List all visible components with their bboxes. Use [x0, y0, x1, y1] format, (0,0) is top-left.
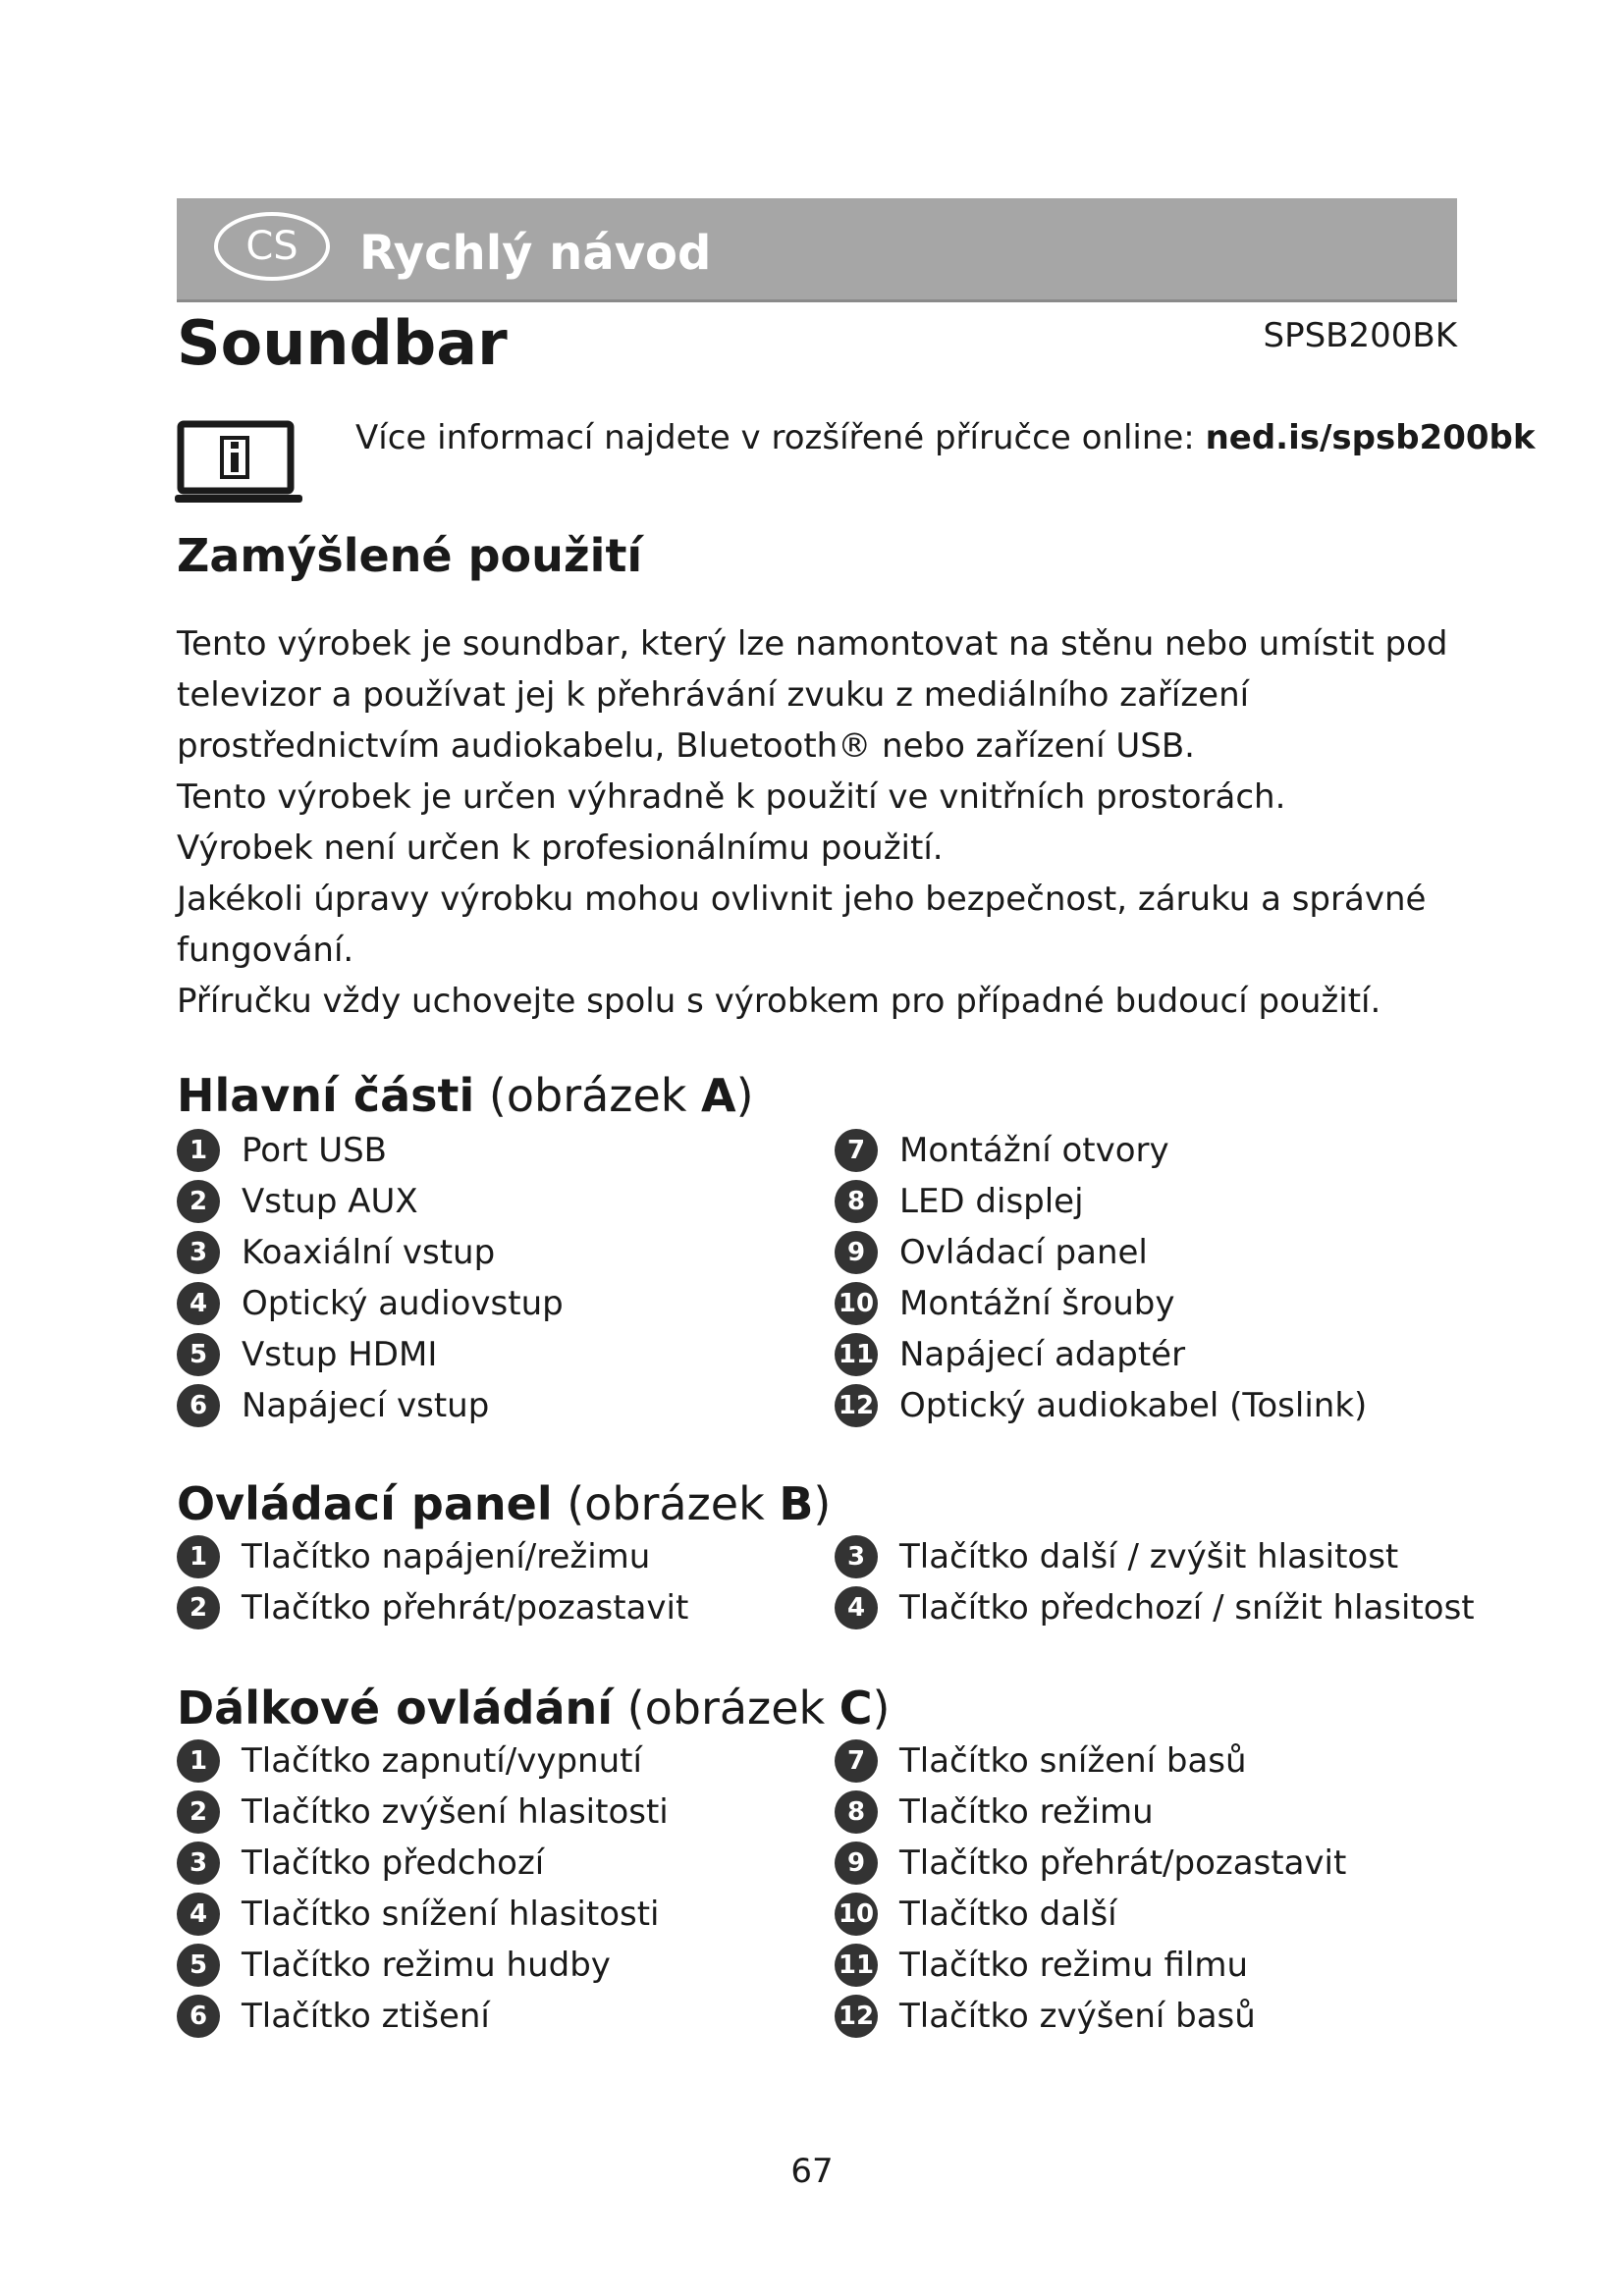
list-item — [177, 1582, 688, 1633]
number-badge: 12 — [835, 1995, 878, 2038]
item-label: Koaxiální vstup — [242, 1233, 496, 1272]
list-item — [835, 1991, 1346, 2042]
number-badge: 1 — [177, 1739, 220, 1783]
list-item — [835, 1329, 1367, 1380]
paragraph: Tento výrobek je soundbar, který lze namontovat na stěnu nebo umístit pod televizor a používat jej k přehrávání zvuku z mediálního zařízení prostřednictvím audiokabelu, Bluetooth® nebo zařízení USB. — [177, 624, 1448, 766]
heading-bold: Ovládací panel — [177, 1477, 553, 1530]
list-item — [177, 1329, 564, 1380]
paragraph: Výrobek není určen k profesionálnímu použití. — [177, 828, 944, 868]
item-label: Port USB — [242, 1131, 388, 1170]
number-badge: 5 — [177, 1333, 220, 1376]
number-badge: 7 — [835, 1129, 878, 1172]
list-item — [177, 1787, 669, 1838]
item-label: Tlačítko přehrát/pozastavit — [242, 1588, 689, 1628]
list-item — [177, 1889, 669, 1940]
number-badge: 10 — [835, 1282, 878, 1325]
number-badge: 3 — [177, 1842, 220, 1885]
list-item — [835, 1176, 1367, 1227]
remote-list-right — [835, 1735, 1346, 2042]
heading-figure-prefix: (obrázek — [552, 1477, 780, 1530]
heading-bold: Dálkové ovládání — [177, 1682, 614, 1735]
main-parts-heading — [177, 1066, 754, 1125]
list-item — [835, 1889, 1346, 1940]
product-title: Soundbar — [177, 307, 508, 379]
number-badge: 2 — [177, 1790, 220, 1834]
heading-figure-letter: B — [779, 1477, 814, 1530]
model-number: SPSB200BK — [1263, 316, 1457, 355]
banner-title: Rychlý návod — [359, 226, 712, 281]
info-text: Více informací najdete v rozšířené příručce online: — [355, 418, 1206, 457]
list-item — [177, 1940, 669, 1991]
item-label: Montážní šrouby — [899, 1284, 1175, 1323]
item-label: Tlačítko režimu hudby — [242, 1946, 611, 1985]
list-item — [835, 1582, 1475, 1633]
list-item — [177, 1991, 669, 2042]
main-parts-list-right — [835, 1125, 1367, 1431]
item-label: Tlačítko zvýšení hlasitosti — [242, 1792, 669, 1832]
number-badge: 11 — [835, 1944, 878, 1987]
language-badge: CS — [214, 212, 330, 281]
number-badge: 9 — [835, 1231, 878, 1274]
heading-figure-letter: C — [839, 1682, 873, 1735]
item-label: Napájecí adaptér — [899, 1335, 1186, 1374]
number-badge: 2 — [177, 1180, 220, 1223]
list-item — [835, 1735, 1346, 1787]
list-item — [835, 1531, 1475, 1582]
item-label: Vstup HDMI — [242, 1335, 438, 1374]
paragraph: Příručku vždy uchovejte spolu s výrobkem pro případné budoucí použití. — [177, 982, 1381, 1021]
number-badge: 1 — [177, 1129, 220, 1172]
laptop-info-icon — [175, 420, 306, 505]
main-parts-list-left — [177, 1125, 564, 1431]
item-label: Tlačítko další — [899, 1895, 1117, 1934]
item-label: Tlačítko další / zvýšit hlasitost — [899, 1537, 1399, 1576]
heading-bold: Hlavní části — [177, 1069, 475, 1122]
list-item — [177, 1531, 688, 1582]
heading-figure-prefix: (obrázek — [613, 1682, 839, 1735]
number-badge: 1 — [177, 1535, 220, 1578]
manual-link[interactable]: ned.is/spsb200bk — [1205, 418, 1536, 457]
item-label: Tlačítko přehrát/pozastavit — [899, 1843, 1347, 1883]
list-item — [177, 1735, 669, 1787]
number-badge: 3 — [177, 1231, 220, 1274]
heading-figure-letter: A — [701, 1069, 736, 1122]
page-number: 67 — [790, 2152, 834, 2191]
number-badge: 11 — [835, 1333, 878, 1376]
item-label: Tlačítko režimu filmu — [899, 1946, 1249, 1985]
list-item — [835, 1380, 1367, 1431]
remote-heading — [177, 1679, 890, 1737]
info-line — [355, 414, 1535, 461]
item-label: Tlačítko předchozí / snížit hlasitost — [899, 1588, 1475, 1628]
item-label: Napájecí vstup — [242, 1386, 490, 1425]
number-badge: 8 — [835, 1180, 878, 1223]
number-badge: 10 — [835, 1893, 878, 1936]
list-item — [177, 1380, 564, 1431]
list-item — [835, 1278, 1367, 1329]
item-label: Tlačítko zvýšení basů — [899, 1997, 1256, 2036]
item-label: Montážní otvory — [899, 1131, 1169, 1170]
list-item — [177, 1278, 564, 1329]
item-label: Optický audiokabel (Toslink) — [899, 1386, 1368, 1425]
item-label: LED displej — [899, 1182, 1084, 1221]
control-panel-list-left — [177, 1531, 688, 1633]
number-badge: 8 — [835, 1790, 878, 1834]
number-badge: 4 — [835, 1586, 878, 1629]
intended-use-heading-text: Zamýšlené použití — [177, 529, 643, 582]
number-badge: 4 — [177, 1282, 220, 1325]
heading-figure-prefix: (obrázek — [474, 1069, 701, 1122]
list-item — [177, 1227, 564, 1278]
item-label: Tlačítko režimu — [899, 1792, 1154, 1832]
list-item — [835, 1125, 1367, 1176]
control-panel-list-right — [835, 1531, 1475, 1633]
item-label: Optický audiovstup — [242, 1284, 564, 1323]
number-badge: 6 — [177, 1384, 220, 1427]
number-badge: 9 — [835, 1842, 878, 1885]
item-label: Tlačítko zapnutí/vypnutí — [242, 1741, 642, 1781]
item-label: Vstup AUX — [242, 1182, 418, 1221]
item-label: Tlačítko napájení/režimu — [242, 1537, 651, 1576]
number-badge: 7 — [835, 1739, 878, 1783]
remote-list-left — [177, 1735, 669, 2042]
control-panel-heading — [177, 1474, 831, 1533]
list-item — [177, 1838, 669, 1889]
list-item — [835, 1838, 1346, 1889]
list-item — [177, 1125, 564, 1176]
heading-close: ) — [813, 1477, 832, 1530]
heading-close: ) — [872, 1682, 891, 1735]
item-label: Tlačítko ztišení — [242, 1997, 490, 2036]
header-banner — [177, 198, 1457, 302]
number-badge: 12 — [835, 1384, 878, 1427]
number-badge: 6 — [177, 1995, 220, 2038]
list-item — [177, 1176, 564, 1227]
intended-use-heading — [177, 526, 642, 585]
intended-use-text — [177, 618, 1473, 1027]
list-item — [835, 1940, 1346, 1991]
item-label: Tlačítko předchozí — [242, 1843, 545, 1883]
paragraph: Jakékoli úpravy výrobku mohou ovlivnit jeho bezpečnost, záruku a správné fungování. — [177, 880, 1427, 970]
list-item — [835, 1787, 1346, 1838]
item-label: Tlačítko snížení hlasitosti — [242, 1895, 660, 1934]
heading-close: ) — [735, 1069, 754, 1122]
paragraph: Tento výrobek je určen výhradně k použití ve vnitřních prostorách. — [177, 777, 1286, 817]
item-label: Ovládací panel — [899, 1233, 1148, 1272]
number-badge: 5 — [177, 1944, 220, 1987]
item-label: Tlačítko snížení basů — [899, 1741, 1247, 1781]
list-item — [835, 1227, 1367, 1278]
number-badge: 2 — [177, 1586, 220, 1629]
number-badge: 4 — [177, 1893, 220, 1936]
number-badge: 3 — [835, 1535, 878, 1578]
